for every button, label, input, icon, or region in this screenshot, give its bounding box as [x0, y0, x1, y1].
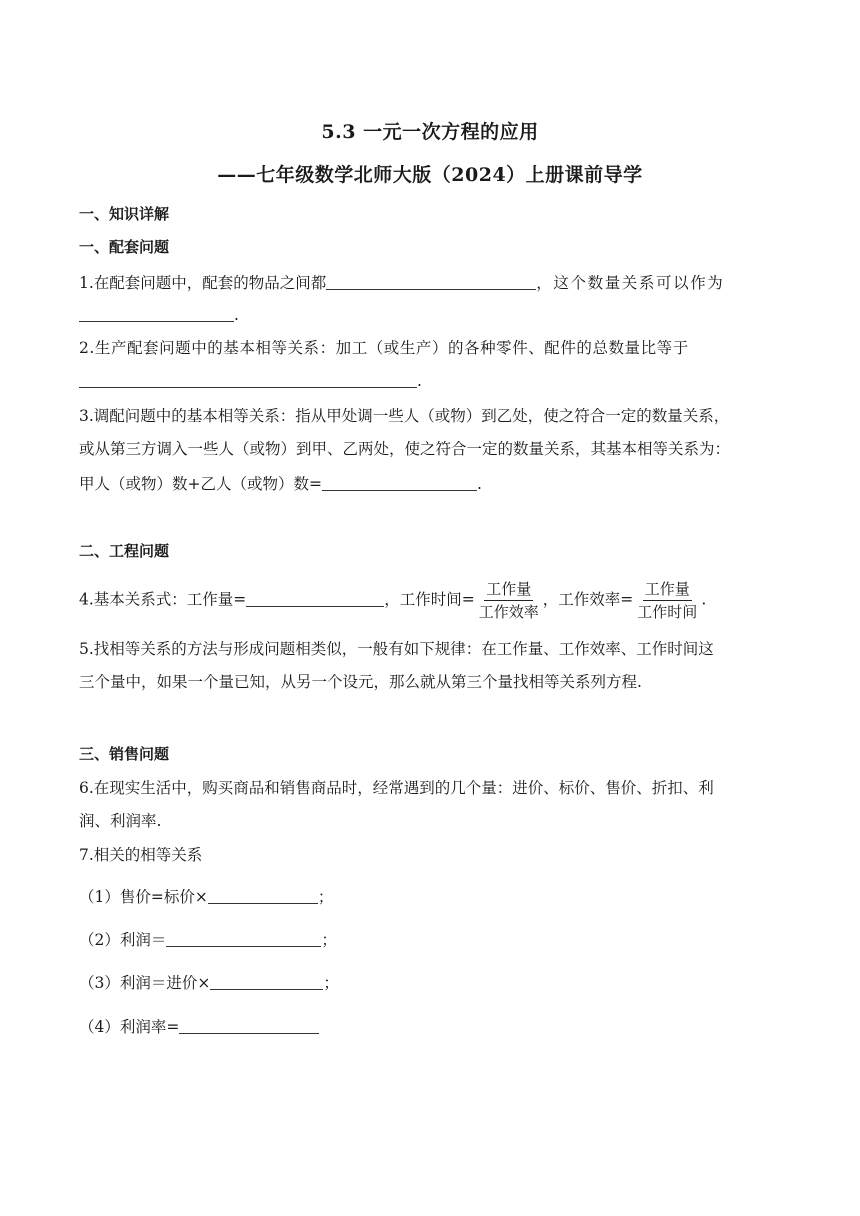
- page-subtitle: ——七年级数学北师大版（2024）上册课前导学: [217, 164, 643, 186]
- fraction-denominator: 工作效率: [478, 603, 539, 621]
- fraction-denominator: 工作时间: [637, 603, 698, 621]
- relation-3: [79, 969, 339, 993]
- relation-3-blank[interactable]: [210, 971, 323, 990]
- question-1-text-b: ，这个数量关系可以作为: [536, 274, 725, 292]
- relation-4: [79, 1013, 319, 1037]
- question-3-line-1: 3.调配问题中的基本相等关系：指从甲处调一些人（或物）到乙处，使之符合一定的数量关系，: [79, 407, 730, 425]
- relation-2-semicolon: ；: [321, 931, 337, 949]
- relation-1-blank[interactable]: [208, 885, 318, 904]
- question-4-period: .: [701, 590, 707, 609]
- page-title: 5.3 一元一次方程的应用: [321, 121, 539, 143]
- question-3-blank[interactable]: [322, 472, 477, 491]
- relation-2-blank[interactable]: [166, 928, 321, 947]
- question-7-heading: 7.相关的相等关系: [79, 846, 203, 864]
- question-4-blank[interactable]: [246, 588, 384, 607]
- relation-2: [79, 926, 337, 950]
- relation-4-blank[interactable]: [179, 1015, 319, 1034]
- relation-1-text: （1）售价=标价×: [79, 888, 208, 906]
- question-5-line-1: 5.找相等关系的方法与形成问题相类似，一般有如下规律：在工作量、工作效率、工作时间这: [79, 640, 714, 658]
- question-4-text-c: ，工作效率=: [542, 590, 634, 609]
- question-1-text-a: 1.在配套问题中，配套的物品之间都: [79, 274, 327, 292]
- question-2-period: .: [417, 372, 422, 390]
- relation-1-semicolon: ；: [317, 888, 334, 906]
- section-3-heading: 三、销售问题: [79, 745, 170, 763]
- question-5-line-2: 三个量中，如果一个量已知，从另一个设元，那么就从第三个量找相等关系列方程.: [79, 673, 642, 691]
- question-3-period: .: [476, 475, 482, 493]
- question-1-line-1: [79, 269, 724, 293]
- relation-3-semicolon: ；: [323, 974, 339, 992]
- question-2-line-1: [79, 336, 689, 358]
- work-efficiency-fraction: [635, 579, 699, 622]
- question-1-blank-1[interactable]: [326, 271, 536, 290]
- fraction-numerator: 工作量: [484, 579, 533, 601]
- question-2-blank[interactable]: [79, 369, 417, 388]
- question-1-period: .: [234, 306, 239, 324]
- question-3-text: 甲人（或物）数+乙人（或物）数=: [79, 475, 322, 493]
- section-main-heading: 一、知识详解: [79, 205, 170, 223]
- question-3-line-3: [79, 470, 482, 494]
- question-4-text-a: 4.基本关系式：工作量=: [79, 590, 247, 609]
- fraction-numerator: 工作量: [643, 579, 692, 601]
- question-4-line: [79, 579, 706, 622]
- question-6-line-2: 润、利润率.: [79, 812, 162, 830]
- question-2-text: 2.生产配套问题中的基本相等关系：加工（或生产）的各种零件、配件的总数量比等于: [79, 339, 689, 357]
- question-1-blank-2[interactable]: [79, 303, 234, 322]
- question-1-line-2: [79, 301, 239, 324]
- section-1-heading: 一、配套问题: [79, 238, 170, 256]
- question-3-line-2: 或从第三方调入一些人（或物）到甲、乙两处，使之符合一定的数量关系，其基本相等关系为：: [79, 440, 731, 458]
- question-4-text-b: ，工作时间=: [384, 590, 475, 609]
- work-time-fraction: [477, 579, 541, 622]
- question-2-line-2: [79, 367, 422, 390]
- section-2-heading: 二、工程问题: [79, 542, 170, 560]
- question-6-line-1: 6.在现实生活中，购买商品和销售商品时，经常遇到的几个量：进价、标价、售价、折扣、利: [79, 779, 714, 797]
- relation-4-text: （4）利润率=: [79, 1018, 180, 1036]
- relation-1: [79, 883, 333, 907]
- relation-3-text: （3）利润＝进价×: [79, 974, 211, 992]
- relation-2-text: （2）利润＝: [79, 931, 167, 949]
